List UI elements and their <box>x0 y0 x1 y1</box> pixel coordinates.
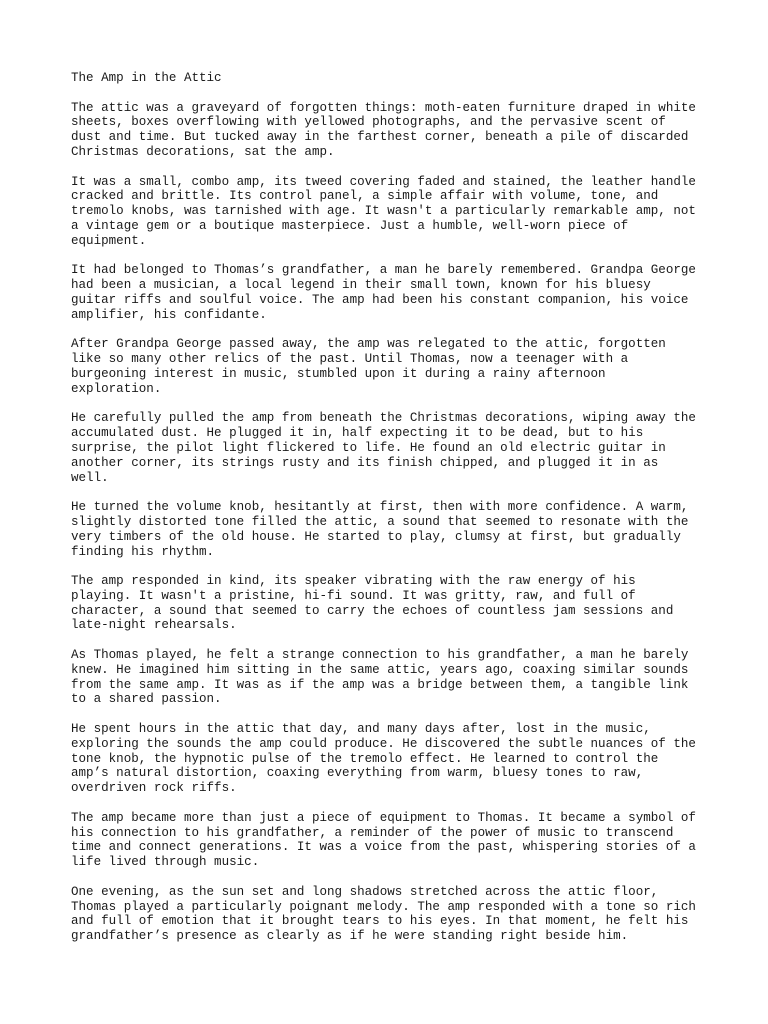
paragraph-line: The amp responded in kind, its speaker vibrating with the raw energy of his <box>71 574 636 589</box>
paragraph-line: exploration. <box>71 381 162 396</box>
paragraph <box>71 811 711 870</box>
paragraph-line: like so many other relics of the past. Until Thomas, now a teenager with a <box>71 352 629 367</box>
paragraph-line: cracked and brittle. Its control panel, a simple affair with volume, tone, and <box>71 189 659 204</box>
paragraph-line: accumulated dust. He plugged it in, half expecting it to be dead, but to his <box>71 426 644 441</box>
paragraph-line: After Grandpa George passed away, the amp was relegated to the attic, forgotten <box>71 337 666 352</box>
paragraph-line: playing. It wasn't a pristine, hi-fi sound. It was gritty, raw, and full of <box>71 588 636 603</box>
paragraph-line: He carefully pulled the amp from beneath the Christmas decorations, wiping away the <box>71 411 696 426</box>
paragraph <box>71 411 711 485</box>
paragraph-line: overdriven rock riffs. <box>71 781 237 796</box>
paragraph-line: The attic was a graveyard of forgotten things: moth-eaten furniture draped in white <box>71 100 696 115</box>
document-body <box>71 71 711 959</box>
paragraph-line: amplifier, his confidante. <box>71 307 267 322</box>
paragraph-line: grandfather’s presence as clearly as if he were standing right beside him. <box>71 929 629 944</box>
paragraph-line: It was a small, combo amp, its tweed covering faded and stained, the leather handle <box>71 174 696 189</box>
paragraph-line: time and connect generations. It was a voice from the past, whispering stories of a <box>71 840 696 855</box>
paragraph-line: Christmas decorations, sat the amp. <box>71 144 335 159</box>
paragraph-line: another corner, its strings rusty and its finish chipped, and plugged it in as <box>71 455 659 470</box>
paragraph <box>71 722 711 796</box>
paragraph-line: amp’s natural distortion, coaxing everything from warm, bluesy tones to raw, <box>71 766 644 781</box>
paragraph-line: One evening, as the sun set and long shadows stretched across the attic floor, <box>71 884 659 899</box>
paragraph-line: had been a musician, a local legend in their small town, known for his bluesy <box>71 278 651 293</box>
paragraph-line: He turned the volume knob, hesitantly at first, then with more confidence. A warm, <box>71 500 689 515</box>
paragraph-line: his connection to his grandfather, a reminder of the power of music to transcend <box>71 825 674 840</box>
paragraph-line: tremolo knobs, was tarnished with age. It wasn't a particularly remarkable amp, not <box>71 204 696 219</box>
paragraph-line: sheets, boxes overflowing with yellowed photographs, and the pervasive scent of <box>71 115 666 130</box>
document-title: The Amp in the Attic <box>71 71 222 85</box>
paragraph-line: to a shared passion. <box>71 692 222 707</box>
paragraph <box>71 648 711 707</box>
paragraph <box>71 337 711 396</box>
paragraph-line: from the same amp. It was as if the amp was a bridge between them, a tangible link <box>71 677 689 692</box>
paragraph-line: guitar riffs and soulful voice. The amp had been his constant companion, his voice <box>71 292 689 307</box>
paragraph-list <box>71 101 711 944</box>
paragraph-line: a vintage gem or a boutique masterpiece. Just a humble, well-worn piece of <box>71 218 629 233</box>
paragraph-line: slightly distorted tone filled the attic, a sound that seemed to resonate with the <box>71 514 689 529</box>
paragraph-line: dust and time. But tucked away in the farthest corner, beneath a pile of discarded <box>71 130 689 145</box>
paragraph-line: late-night rehearsals. <box>71 618 237 633</box>
paragraph-line: life lived through music. <box>71 855 260 870</box>
paragraph <box>71 175 711 249</box>
paragraph-line: exploring the sounds the amp could produce. He discovered the subtle nuances of the <box>71 736 696 751</box>
paragraph-line: burgeoning interest in music, stumbled upon it during a rainy afternoon <box>71 366 606 381</box>
paragraph-line: equipment. <box>71 233 147 248</box>
paragraph-line: The amp became more than just a piece of equipment to Thomas. It became a symbol of <box>71 810 696 825</box>
paragraph-line: well. <box>71 470 109 485</box>
paragraph-line: finding his rhythm. <box>71 544 215 559</box>
paragraph <box>71 500 711 559</box>
paragraph-line: character, a sound that seemed to carry the echoes of countless jam sessions and <box>71 603 674 618</box>
paragraph-line: surprise, the pilot light flickered to life. He found an old electric guitar in <box>71 440 666 455</box>
paragraph-line: and full of emotion that it brought tears to his eyes. In that moment, he felt his <box>71 914 689 929</box>
paragraph <box>71 885 711 944</box>
paragraph-line: It had belonged to Thomas’s grandfather, a man he barely remembered. Grandpa George <box>71 263 696 278</box>
paragraph <box>71 101 711 160</box>
paragraph <box>71 263 711 322</box>
paragraph-line: tone knob, the hypnotic pulse of the tremolo effect. He learned to control the <box>71 751 659 766</box>
paragraph-line: He spent hours in the attic that day, and many days after, lost in the music, <box>71 722 651 737</box>
paragraph-line: As Thomas played, he felt a strange connection to his grandfather, a man he barely <box>71 648 689 663</box>
paragraph-line: knew. He imagined him sitting in the same attic, years ago, coaxing similar sounds <box>71 662 689 677</box>
paragraph <box>71 574 711 633</box>
paragraph-line: very timbers of the old house. He started to play, clumsy at first, but gradually <box>71 529 681 544</box>
paragraph-line: Thomas played a particularly poignant melody. The amp responded with a tone so rich <box>71 899 696 914</box>
